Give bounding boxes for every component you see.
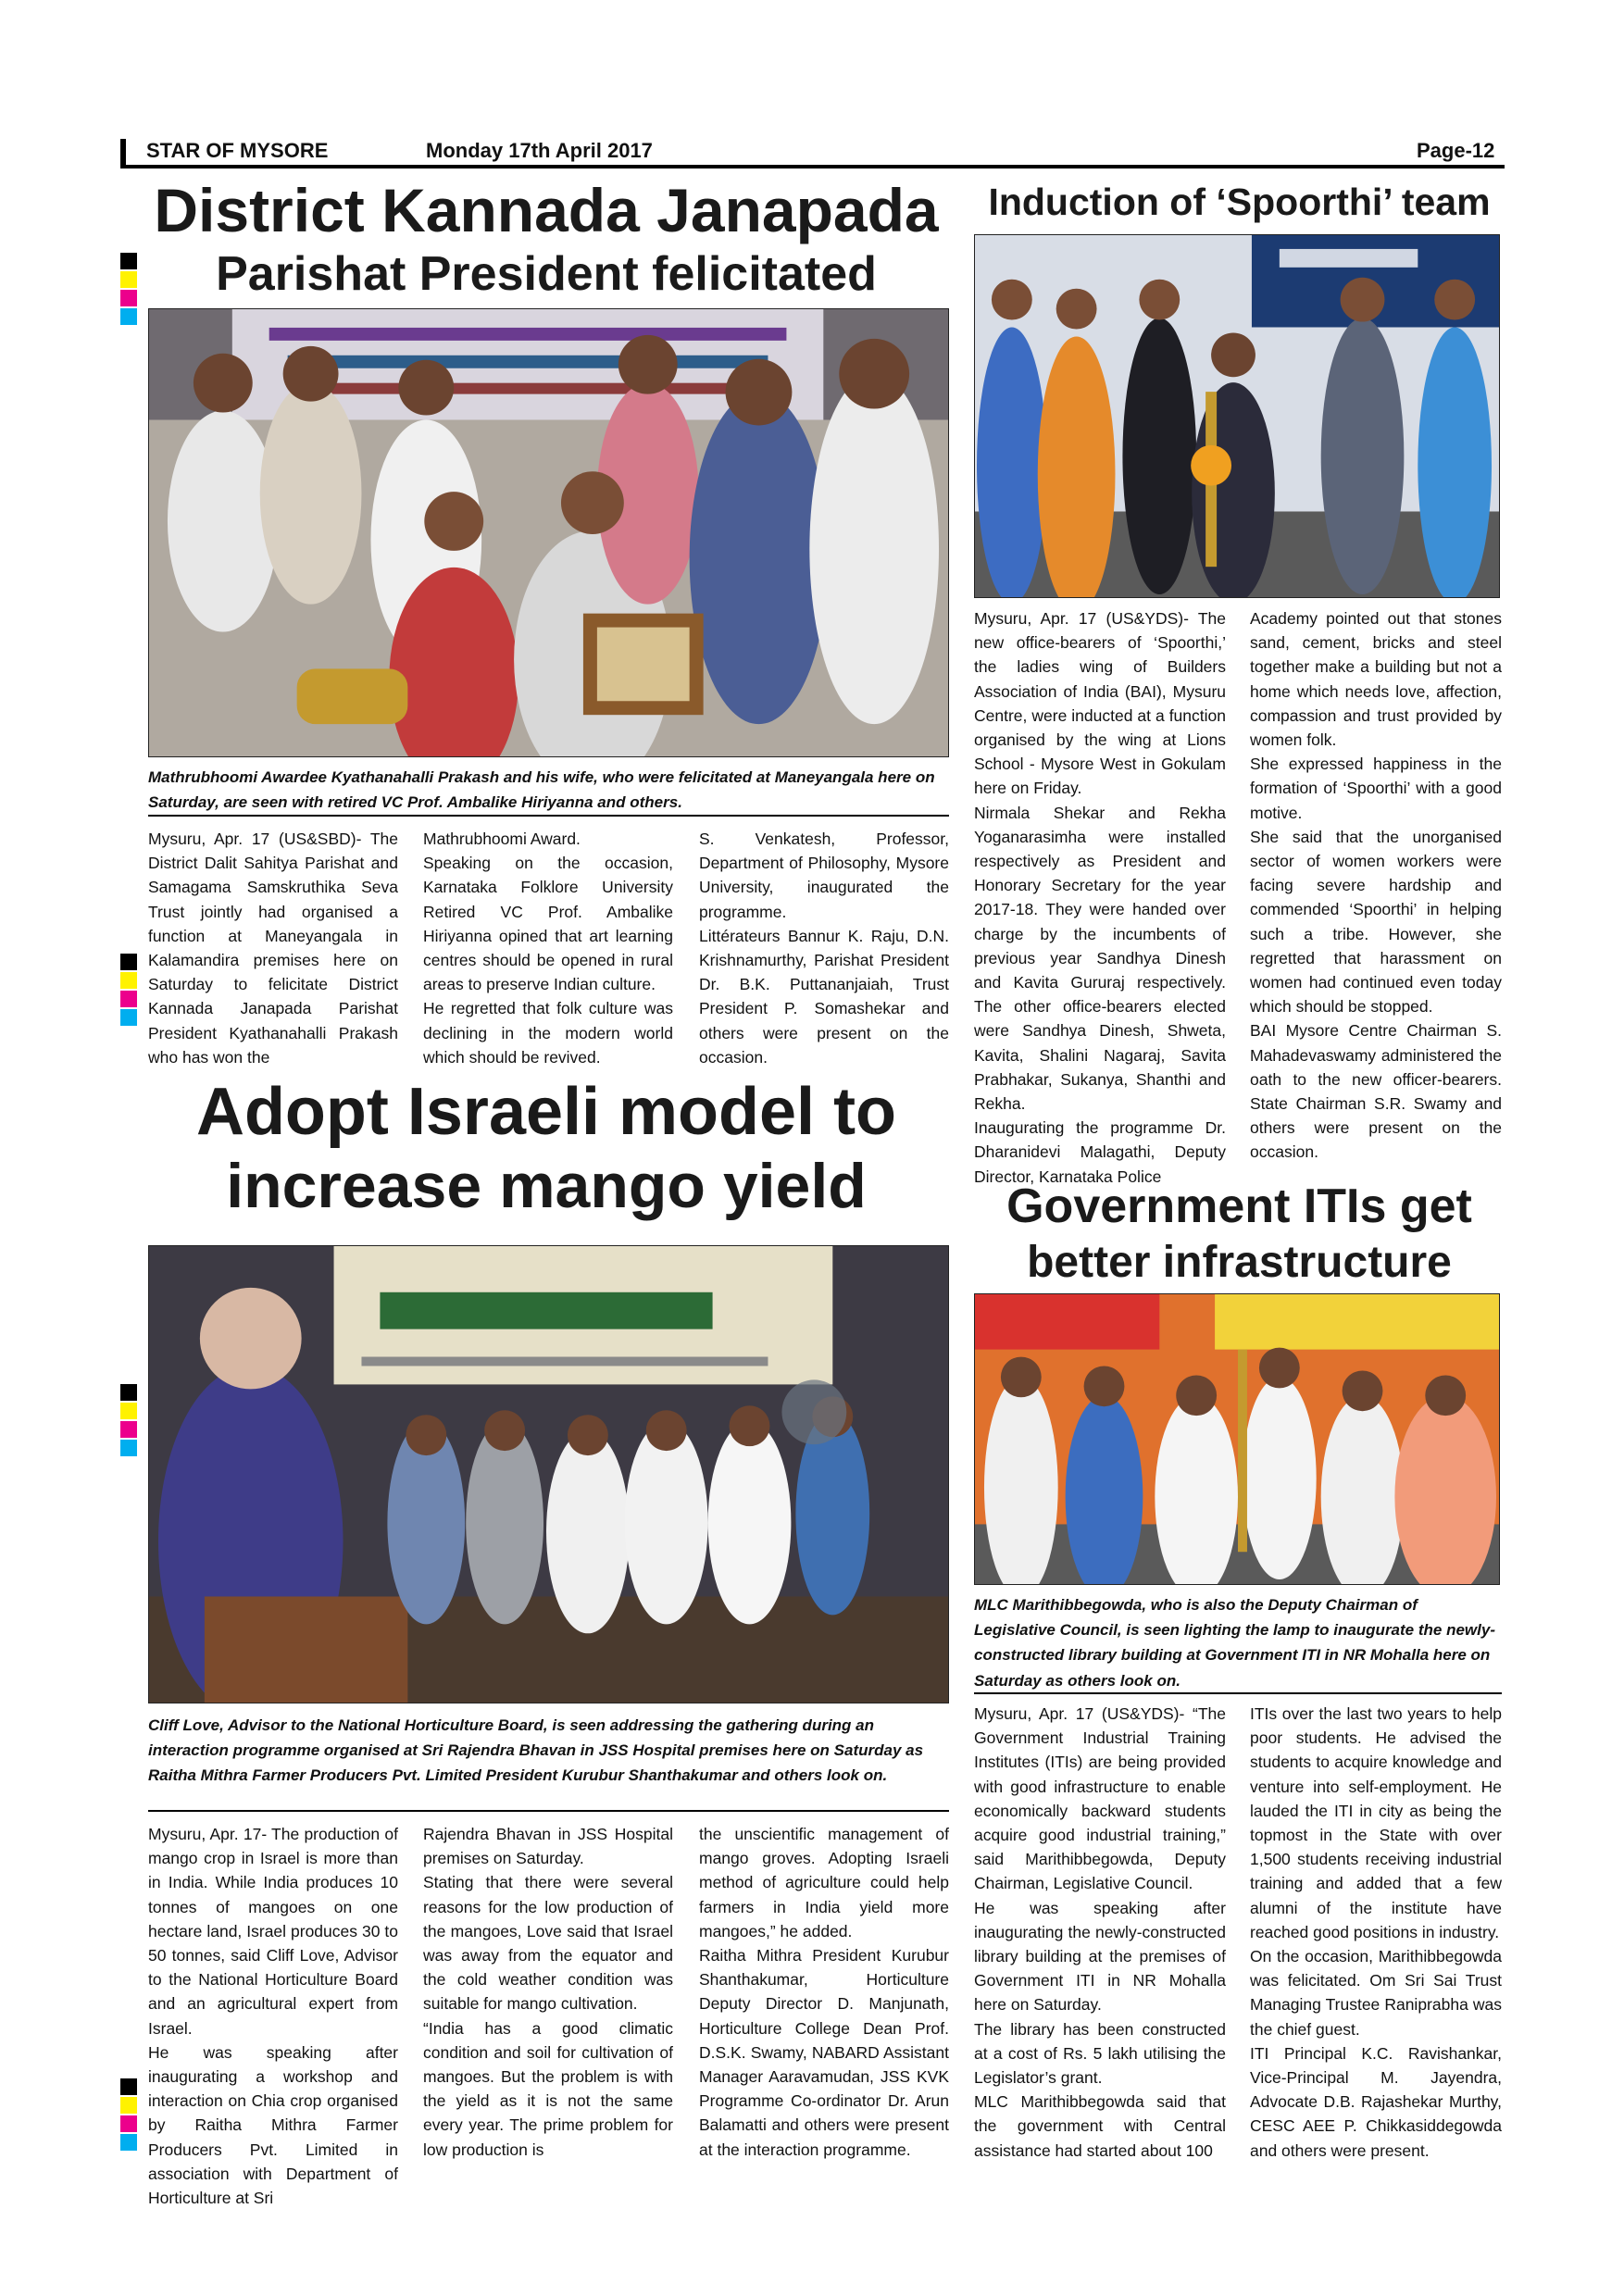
story3-headline-line1: Adopt Israeli model to xyxy=(195,1075,897,1149)
story1-headline-line1: District Kannada Janapada xyxy=(154,176,939,244)
story2-headline: Induction of ‘Spoorthi’ team xyxy=(988,181,1491,223)
story3-column-1: Mysuru, Apr. 17- The production of mango crop in Israel is more than in India. While India produces 10 tonnes of mangoes on one hectare land, Israel produces 30 to 50 tonnes, said Cliff Love, Advisor to the National Horticulture Board and an agricultural expert from Israel. He was speaking after inaugurating a workshop and interaction on Chia crop organised by Raitha Mithra Farmer Producers Pvt. Limited in association with Department of Horticulture at Sri xyxy=(148,1825,398,2208)
story1-caption-rule xyxy=(148,815,949,817)
story3-column-2: Rajendra Bhavan in JSS Hospital premises on Saturday. Stating that there were several reasons for the low production of the mangoes, Love said that Israel was away from the equator and the cold weather condition was suitable for mango cultivation. “India has a good climatic condition and soil for cultivation of mangoes. But the problem is with the yield as it is not the same every year. The prime problem for low production is xyxy=(423,1825,673,2159)
story3-caption: Cliff Love, Advisor to the National Horticulture Board, is seen addressing the gathering during an interaction programme organised at Sri Rajendra Bhavan in JSS Hospital premises here on Saturday as Raitha Mithra Farmer Producers Pvt. Limited President Kurubur Shanthakumar and others look on. xyxy=(148,1716,924,1785)
story4-caption: MLC Marithibbegowda, who is also the Deputy Chairman of Legislative Council, is seen lighting the lamp to inaugurate the newly-constructed library building at Government ITI in NR Mohalla here on Saturday as others look on. xyxy=(974,1596,1495,1690)
issue-date: Monday 17th April 2017 xyxy=(426,139,653,162)
margin-bar xyxy=(120,139,126,167)
story4-column-2: ITIs over the last two years to help poor students. He advised the students to acquire knowledge and venture into self-employment. He lauded the ITI in city as being the topmost in the State with over 1,500 students receiving industrial training and added that a few alumni of the institute have reached good positions in industry. On the occasion, Marithibbegowda was felicitated. Om Sri Sai Trust Managing Trustee Raniprabha was the chief guest. ITI Principal K.C. Ravishankar, Vice-Principal M. Jayendra, Advocate D.B. Rajashekar Murthy, CESC AEE P. Chikkasiddegowda and others were present. xyxy=(1250,1704,1502,2160)
header-rule xyxy=(120,165,1505,168)
story4-headline-line2: better infrastructure xyxy=(1027,1238,1452,1287)
page-number: Page-12 xyxy=(1417,139,1495,162)
story3-column-3: the unscientific management of mango groves. Adopting Israeli method of agriculture could help farmers in India yield more mangoes,” he added. Raitha Mithra President Kurubur Shanthakumar, Horticulture Deputy Director D. Manjunath, Horticulture College Dean Prof. D.S.K. Swamy, NABARD Assistant Manager Aaravamudan, JSS KVK Programme Co-ordinator Dr. Arun Balamatti and others were present at the interaction programme. xyxy=(699,1825,949,2159)
story1-headline-line2: Parishat President felicitated xyxy=(216,247,877,301)
story1-photo xyxy=(148,308,949,757)
story1-column-1: Mysuru, Apr. 17 (US&SBD)- The District Dalit Sahitya Parishat and Samagama Samskruthika Seva Trust jointly had organised a function at Maneyangala in Kalamandira premises here on Saturday to felicitate District Kannada Janapada Parishat President Kyathanahalli Prakash who has won the xyxy=(148,830,398,1067)
story1-column-2: Mathrubhoomi Award. Speaking on the occasion, Karnataka Folklore University Retired VC Prof. Ambalike Hiriyanna opined that art learning centres should be opened in rural areas to preserve Indian culture. He regretted that folk culture was declining in the modern world which should be revived. xyxy=(423,830,673,1067)
story4-photo xyxy=(974,1293,1500,1585)
story1-caption: Mathrubhoomi Awardee Kyathanahalli Prakash and his wife, who were felicitated at Maneyangala here on Saturday, are seen with retired VC Prof. Ambalike Hiriyanna and others. xyxy=(148,768,935,812)
story3-caption-rule xyxy=(148,1810,949,1812)
story4-headline-line1: Government ITIs get xyxy=(1006,1179,1472,1233)
story4-column-1: Mysuru, Apr. 17 (US&YDS)- “The Government Industrial Training Institutes (ITIs) are being provided with good infrastructure to enable economically backward students acquire good industrial training,” said Marithibbegowda, Deputy Chairman, Legislative Council. He was speaking after inaugurating the newly-constructed library building at the premises of Government ITI in NR Mohalla here on Saturday. The library has been constructed at a cost of Rs. 5 lakh utilising the Legislator’s grant. MLC Marithibbegowda said that the government with Central assistance had started about 100 xyxy=(974,1704,1226,2160)
story3-photo xyxy=(148,1245,949,1703)
story4-caption-rule xyxy=(974,1692,1502,1694)
story2-column-2: Academy pointed out that stones sand, cement, bricks and steel together make a building but not a home which needs love, affection, compassion and trust provided by women folk. She expressed happiness in the formation of ‘Spoorthi’ with a good motive. She said that the unorganised sector of women workers were facing severe hardship and commended ‘Spoorthi’ in helping such a tribe. However, she regretted that harassment on women had continued even today which should be stopped. BAI Mysore Centre Chairman S. Mahadevaswamy administered the oath to the new officer-bearers. State Chairman S.R. Swamy and others were present on the occasion. xyxy=(1250,609,1502,1162)
story3-headline-line2: increase mango yield xyxy=(226,1151,867,1221)
story1-column-3: S. Venkatesh, Professor, Department of Philosophy, Mysore University, inaugurated the programme. Littérateurs Bannur K. Raju, D.N. Krishnamurthy, Parishat President Dr. B.K. Puttananjaiah, Trust President P. Somashekar and others were present on the occasion. xyxy=(699,830,949,1067)
story2-photo xyxy=(974,234,1500,598)
story2-column-1: Mysuru, Apr. 17 (US&YDS)- The new office-bearers of ‘Spoorthi,’ the ladies wing of Builders Association of India (BAI), Mysuru Centre, were inducted at a function organised by the wing at Lions School - Mysore West in Gokulam here on Friday. Nirmala Shekar and Rekha Yoganarasimha were installed respectively as President and Honorary Secretary for the year 2017-18. They were handed over charge by the incumbents of previous year Sandhya Dinesh and Kavita Gururaj respectively. The other office-bearers elected were Sandhya Dinesh, Shweta, Kavita, Shalini Nagaraj, Savita Prabhakar, Sukanya, Shanthi and Rekha. Inaugurating the programme Dr. Dharanidevi Malagathi, Deputy Director, Karnataka Police xyxy=(974,609,1226,1186)
newspaper-name: STAR OF MYSORE xyxy=(146,139,329,162)
